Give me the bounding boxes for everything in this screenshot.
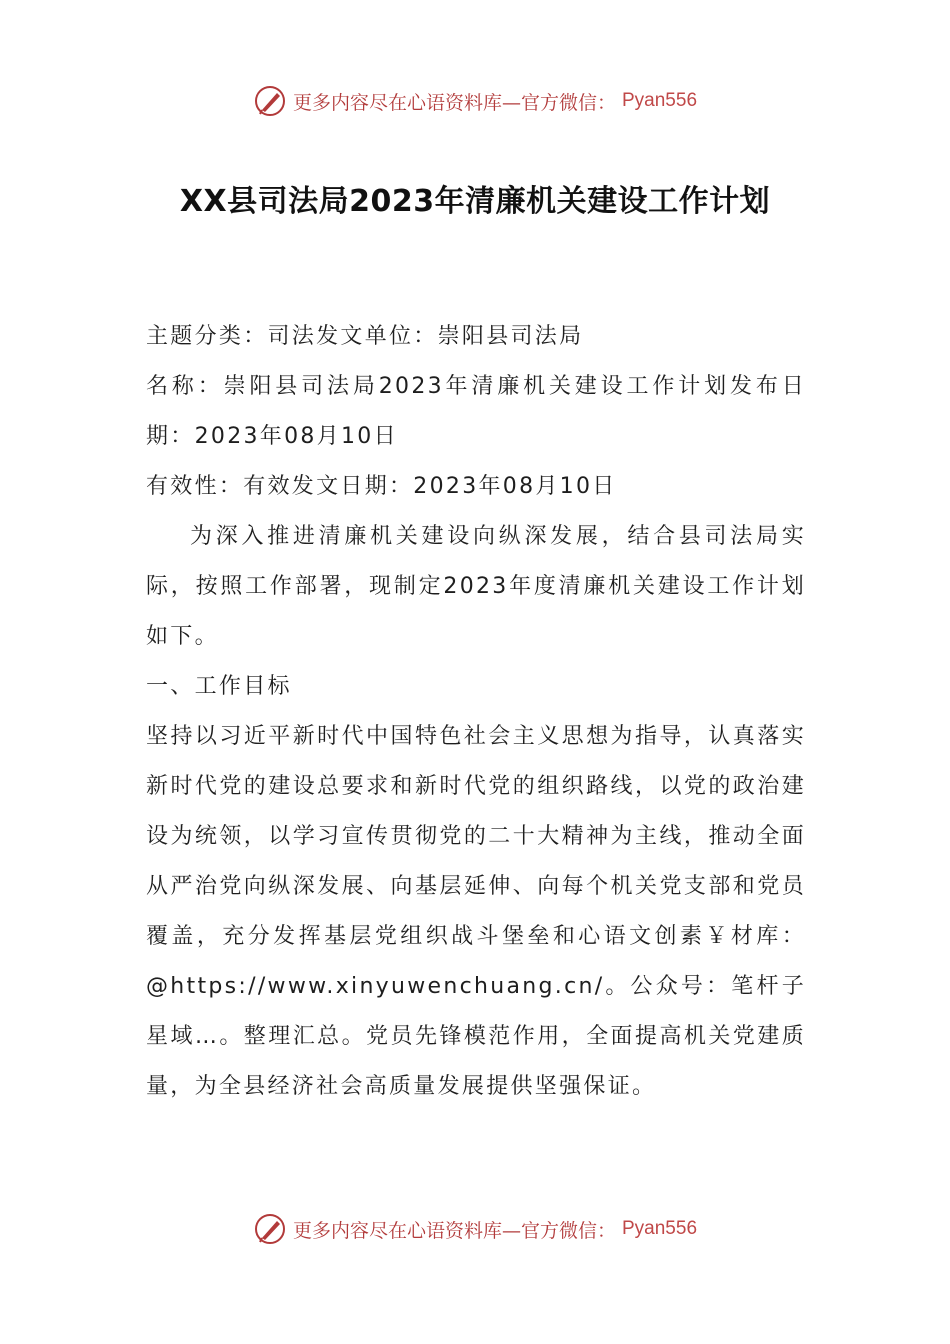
quill-logo-icon [253, 84, 287, 118]
intro-paragraph: 为深入推进清廉机关建设向纵深发展，结合县司法局实际，按照工作部署，现制定2023年度清廉机关建设工作计划如下。 [146, 524, 806, 649]
watermark-text: 更多内容尽在心语资料库—官方微信： [292, 1219, 616, 1242]
meta-line-validity: 有效性：有效发文日期：2023年08月10日 [146, 474, 617, 499]
watermark-text: 更多内容尽在心语资料库—官方微信： [292, 91, 616, 114]
watermark-handle: Pyan556 [622, 1218, 698, 1239]
document-body [146, 312, 806, 1112]
header-watermark [0, 84, 950, 118]
document-title: XX县司法局2023年清廉机关建设工作计划 [179, 184, 771, 219]
section-heading: 一、工作目标 [146, 674, 292, 699]
quill-logo-icon [253, 1212, 287, 1246]
meta-line-name-date: 名称：崇阳县司法局2023年清廉机关建设工作计划发布日期：2023年08月10日 [146, 374, 806, 449]
footer-watermark [0, 1212, 950, 1246]
watermark-handle: Pyan556 [622, 90, 698, 111]
section-body: 坚持以习近平新时代中国特色社会主义思想为指导，认真落实新时代党的建设总要求和新时代党的组织路线，以党的政治建设为统领，以学习宣传贯彻党的二十大精神为主线，推动全面从严治党向纵深发展、向基层延伸、向每个机关党支部和党员覆盖，充分发挥基层党组织战斗堡垒和心语文创素￥材库：@https://www.xinyuwenchuang.cn/。公众号：笔杆子星域…。整理汇总。党员先锋模范作用，全面提高机关党建质量，为全县经济社会高质量发展提供坚强保证。 [146, 724, 806, 1099]
meta-line-category: 主题分类：司法发文单位：崇阳县司法局 [146, 324, 584, 349]
